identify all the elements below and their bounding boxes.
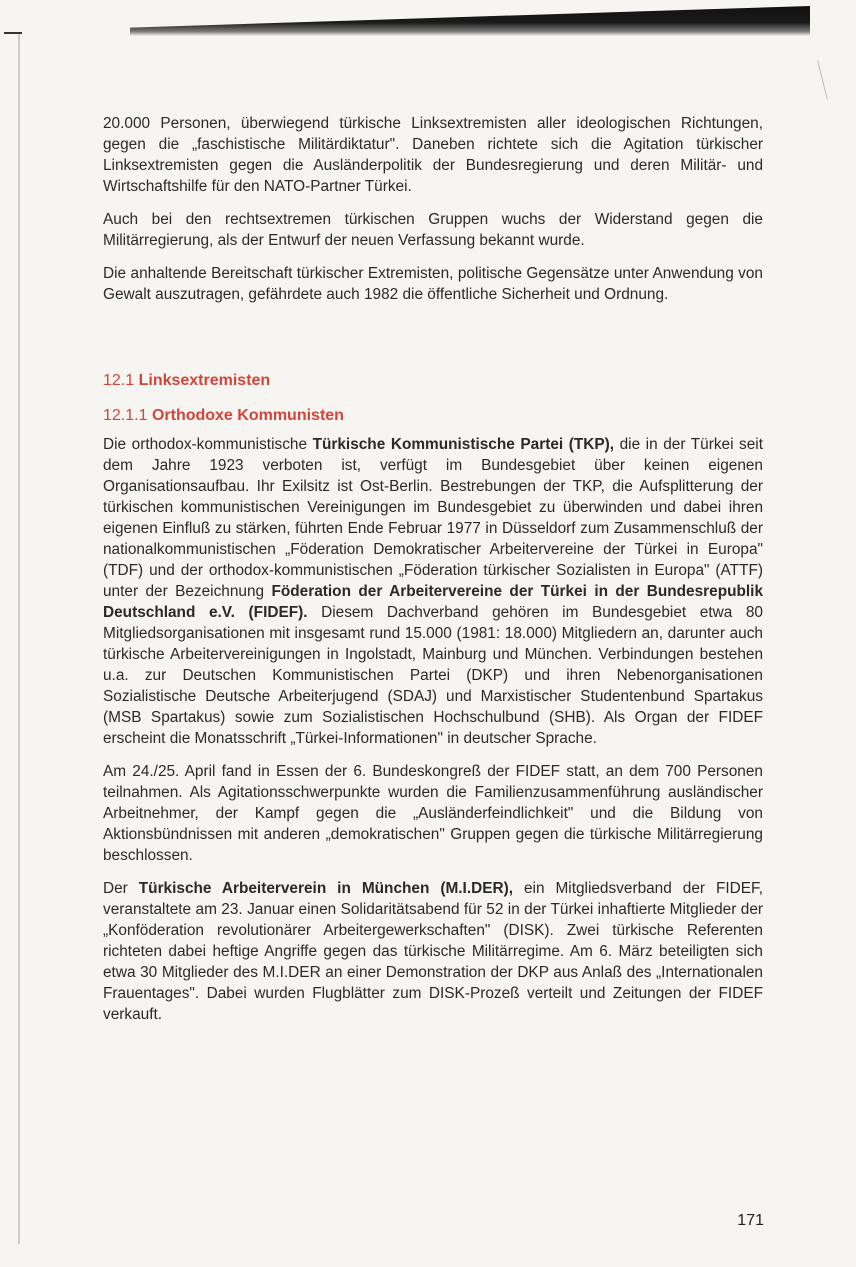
binding-edge [18,34,20,1244]
scan-edge-shadow [130,6,810,36]
tkp-paragraph [103,434,763,749]
subsection-title: Orthodoxe Kommunisten [151,407,344,424]
page-body [103,113,763,1037]
page-number: 171 [737,1212,764,1229]
emphasis-fidef: Föderation der Arbeitervereine der Türkei in der Bundesrepublik Deutschland e.V. (FIDEF). [103,583,764,621]
emphasis-tkp: Türkische Kommunistische Partei (TKP), [312,436,615,453]
subsection-heading [103,405,763,426]
text-run: Diesem Dachverband gehören im Bundesgebiet etwa 80 Mitgliedsorganisationen mit insgesamt rund 15.000 (1981: 18.000) Mitgliedern an, darunter auch türkische Arbeitervereinigungen in Ingolstadt, Mainburg und München. Verbindungen bestehen u.a. zur Deutschen Kommunistischen Partei (DKP) und ihren Nebenorganisationen Sozialistische Deutsche Arbeiterjugend (SDAJ) und Marxistischer Studentenbund Spartakus (MSB Spartakus) sowie zum Sozialistischen Hochschulbund (SHB). Als Organ der FIDEF erscheint die Monatsschrift „Türkei-Informationen" in deutscher Sprache. [103,604,763,747]
section-number: 12.1 [103,372,135,389]
emphasis-mider: Türkische Arbeiterverein in München (M.I.DER), [138,880,513,897]
text-run: Die orthodox-kommunistische [103,436,313,453]
congress-paragraph: Am 24./25. April fand in Essen der 6. Bundeskongreß der FIDEF statt, an dem 700 Personen teilnahmen. Als Agitationsschwerpunkte wurden die Familienzusammenführung ausländischer Arbeitnehmer, der Kampf gegen die „Ausländerfeindlichkeit" und die Bildung von Aktionsbündnissen mit anderen „demokratischen" Gruppen gegen die türkische Militärregierung beschlossen. [103,763,763,864]
text-run: Der [103,880,139,897]
subsection-number: 12.1.1 [103,407,148,424]
section-heading [103,370,763,391]
intro-paragraph-1: 20.000 Personen, überwiegend türkische Linksextremisten aller ideologischen Richtungen, gegen die „faschistische Militärdiktatur". Daneben richtete sich die Agitation türkischer Linksextremisten gegen die Ausländerpolitik der Bundesregierung und deren Militär- und Wirtschaftshilfe für den NATO-Partner Türkei. [103,115,763,195]
text-run: die in der Türkei seit dem Jahre 1923 verboten ist, verfügt im Bundesgebiet über keinen eigenen Organisationsaufbau. Ihr Exilsitz ist Ost-Berlin. Bestrebungen der TKP, die Aufsplitterung der türkischen kommunistischen Vereinigungen im Bundesgebiet zu überwinden und dabei ihren eigenen Einfluß zu stärken, führten Ende Februar 1977 in Düsseldorf zum Zusammenschluß der nationalkommunistischen „Föderation Demokratischer Arbeitervereine der Türkei in Europa" (TDF) und der orthodox-kommunistischen „Föderation türkischer Sozialisten in Europa" (ATTF) unter der Bezeichnung [103,436,764,600]
intro-paragraph-2: Auch bei den rechtsextremen türkischen Gruppen wuchs der Widerstand gegen die Militärregierung, als der Entwurf der neuen Verfassung bekannt wurde. [103,211,763,249]
mider-paragraph [103,878,763,1025]
section-title: Linksextremisten [138,372,271,389]
page-curl-edge [817,60,828,99]
text-run: ein Mitgliedsverband der FIDEF, veranstaltete am 23. Januar einen Solidaritätsabend für 52 in der Türkei inhaftierte Mitglieder der „Konföderation revolutionärer Arbeitergewerkschaften" (DISK). Zwei türkische Referenten richteten dabei heftige Angriffe gegen das türkische Militärregime. Am 6. März beteiligten sich etwa 30 Mitglieder des M.I.DER an einer Demonstration der DKP aus Anlaß des „Internationalen Frauentages". Dabei wurden Flugblätter zum DISK-Prozeß verteilt und Zeitungen der FIDEF verkauft. [103,880,763,1023]
intro-paragraph-3: Die anhaltende Bereitschaft türkischer Extremisten, politische Gegensätze unter Anwendung von Gewalt auszutragen, gefährdete auch 1982 die öffentliche Sicherheit und Ordnung. [103,265,763,303]
